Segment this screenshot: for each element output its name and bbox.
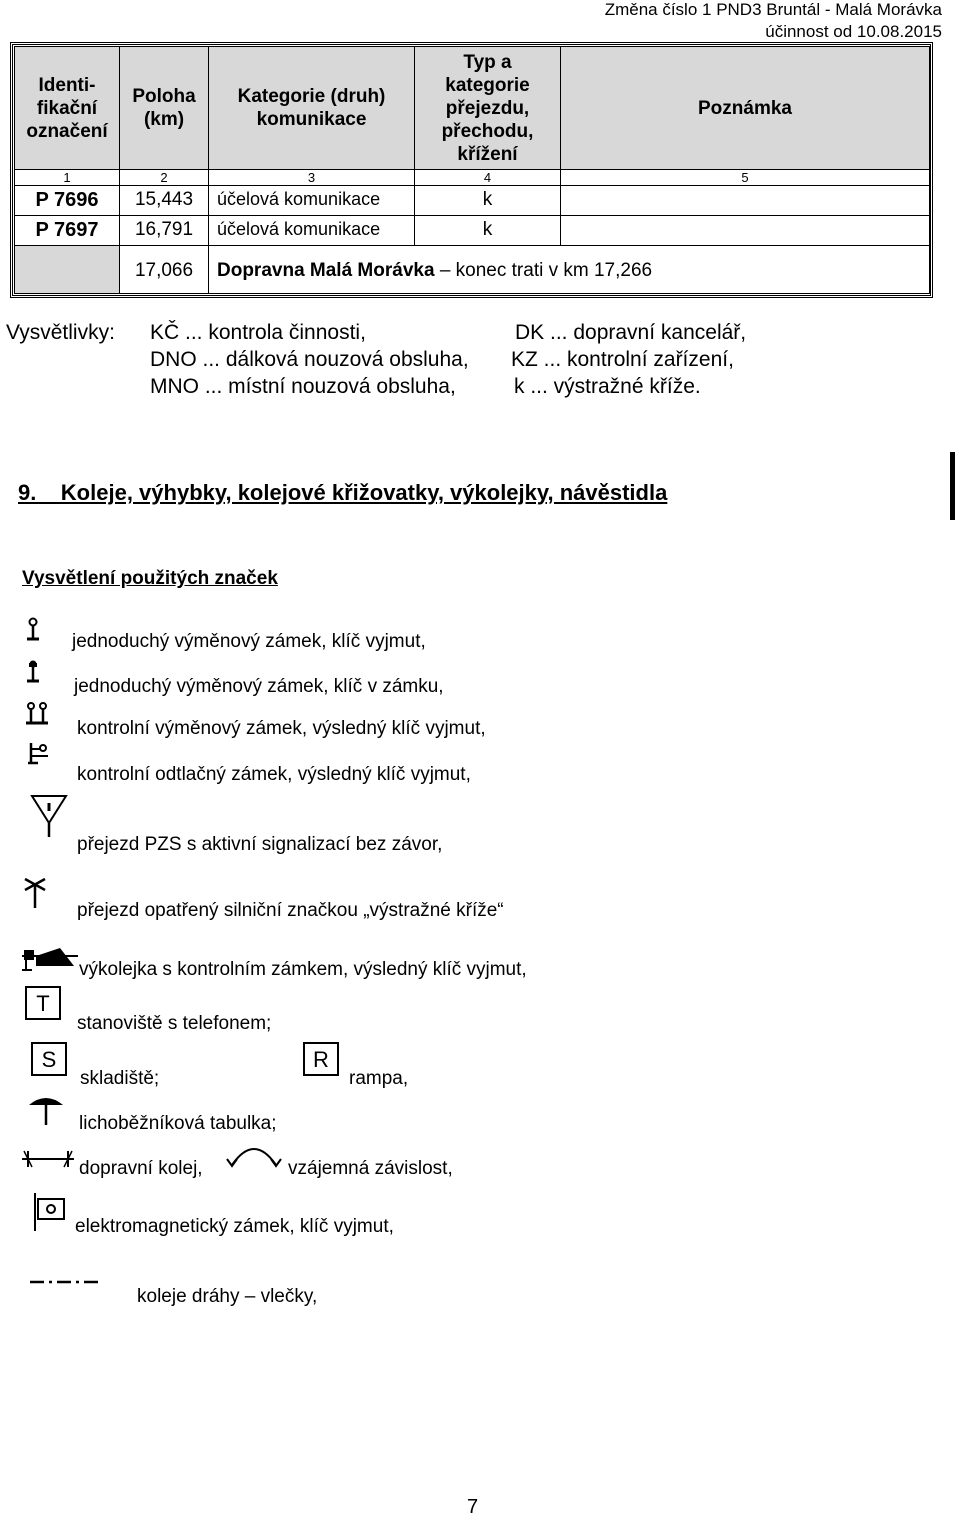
column-number-1: 1 bbox=[63, 170, 71, 185]
column-header-category: Kategorie (druh) komunikace bbox=[237, 86, 386, 130]
table-row-1-category: účelová komunikace bbox=[217, 189, 381, 209]
telephone-box-letter: T bbox=[36, 991, 50, 1016]
column-number-5: 5 bbox=[741, 170, 749, 185]
symbol-text-electromagnetic-lock: elektromagnetický zámek, klíč vyjmut, bbox=[75, 1216, 394, 1237]
legend-item-kz: KZ ... kontrolní zařízení, bbox=[511, 348, 734, 371]
change-bar bbox=[950, 452, 955, 520]
dependency-arc-icon bbox=[226, 1139, 282, 1169]
siding-track-icon bbox=[30, 1278, 102, 1286]
trapezoid-sign-icon bbox=[26, 1093, 66, 1127]
final-row-bg bbox=[15, 245, 119, 293]
legend-item-dk: DK ... dopravní kancelář, bbox=[515, 321, 747, 344]
legend-item-mno: MNO ... místní nouzová obsluha, bbox=[150, 375, 456, 398]
document-header-validity: účinnost od 10.08.2015 bbox=[765, 22, 942, 41]
column-number-4: 4 bbox=[483, 170, 492, 185]
switch-lock-key-inserted-icon bbox=[24, 659, 44, 685]
table-row-2-category: účelová komunikace bbox=[217, 219, 381, 239]
final-row-dash: – bbox=[439, 260, 451, 281]
legend-item-dno: DNO ... dálková nouzová obsluha, bbox=[150, 348, 469, 371]
control-detach-lock-icon bbox=[28, 741, 54, 767]
ramp-box-letter: R bbox=[313, 1047, 329, 1072]
final-row-end: konec trati v km 17,266 bbox=[455, 260, 653, 281]
document-header-title: Změna číslo 1 PND3 Bruntál - Malá Morávka bbox=[604, 0, 942, 19]
column-header-type: Typ a kategorie přejezdu, přechodu, křížení bbox=[441, 51, 534, 165]
final-row-km: 17,066 bbox=[134, 260, 194, 281]
storage-box-letter: S bbox=[41, 1047, 57, 1072]
symbol-text-dependency: vzájemná závislost, bbox=[288, 1158, 453, 1179]
table-row-2-km: 16,791 bbox=[134, 219, 194, 240]
electromagnetic-lock-icon bbox=[32, 1193, 66, 1231]
legend-label: Vysvětlivky: bbox=[6, 321, 115, 344]
column-number-2: 2 bbox=[160, 170, 168, 185]
table-row-2-type: k bbox=[482, 219, 493, 240]
final-row-text bbox=[217, 259, 652, 283]
symbol-text-storage: skladiště; bbox=[80, 1068, 160, 1089]
column-header-note: Poznámka bbox=[698, 97, 792, 119]
track-icon bbox=[22, 1148, 74, 1170]
legend-item-kc: KČ ... kontrola činnosti, bbox=[150, 321, 366, 344]
legend-item-k: k ... výstražné kříže. bbox=[514, 375, 701, 398]
column-header-km: Poloha (km) bbox=[132, 86, 196, 130]
symbol-text-cross-sign-crossing: přejezd opatřený silniční značkou „výstražné kříže“ bbox=[77, 900, 504, 921]
page-number: 7 bbox=[466, 1496, 479, 1518]
level-crossing-pzs-icon bbox=[29, 793, 69, 841]
level-crossing-cross-sign-icon bbox=[22, 876, 50, 910]
table-row-1-km: 15,443 bbox=[134, 189, 194, 210]
control-switch-lock-icon bbox=[24, 701, 52, 727]
symbol-text-track: dopravní kolej, bbox=[79, 1158, 203, 1179]
storage-box-icon bbox=[30, 1041, 68, 1077]
column-number-3: 3 bbox=[307, 170, 316, 185]
symbol-text-switch-lock-inserted: jednoduchý výměnový zámek, klíč v zámku, bbox=[74, 676, 444, 697]
table-row-2-id: P 7697 bbox=[35, 219, 99, 241]
section-subtitle: Vysvětlení použitých značek bbox=[22, 568, 278, 589]
symbol-text-trapezoid: lichoběžníková tabulka; bbox=[79, 1113, 277, 1134]
final-row-station: Dopravna Malá Morávka bbox=[217, 260, 435, 281]
symbol-text-telephone: stanoviště s telefonem; bbox=[77, 1013, 272, 1034]
switch-lock-key-removed-icon bbox=[24, 617, 44, 643]
table-row-1-id: P 7696 bbox=[35, 189, 99, 211]
derailer-icon bbox=[22, 944, 78, 974]
symbol-text-switch-lock-removed: jednoduchý výměnový zámek, klíč vyjmut, bbox=[72, 631, 426, 652]
symbol-text-ramp: rampa, bbox=[349, 1068, 409, 1089]
symbol-text-control-detach-lock: kontrolní odtlačný zámek, výsledný klíč vyjmut, bbox=[77, 764, 471, 785]
section-title: 9. Koleje, výhybky, kolejové křižovatky, výkolejky, návěstidla bbox=[18, 480, 668, 505]
symbol-text-siding-track: koleje dráhy – vlečky, bbox=[137, 1286, 318, 1307]
table-row-1-type: k bbox=[482, 189, 493, 210]
symbol-text-pzs-crossing: přejezd PZS s aktivní signalizací bez závor, bbox=[77, 834, 443, 855]
column-header-id: Identi- fikační označení bbox=[26, 74, 108, 142]
symbol-text-derailer: výkolejka s kontrolním zámkem, výsledný klíč vyjmut, bbox=[79, 959, 527, 980]
ramp-box-icon bbox=[302, 1041, 340, 1077]
symbol-text-control-switch-lock: kontrolní výměnový zámek, výsledný klíč vyjmut, bbox=[77, 718, 486, 739]
telephone-box-icon bbox=[24, 985, 62, 1021]
